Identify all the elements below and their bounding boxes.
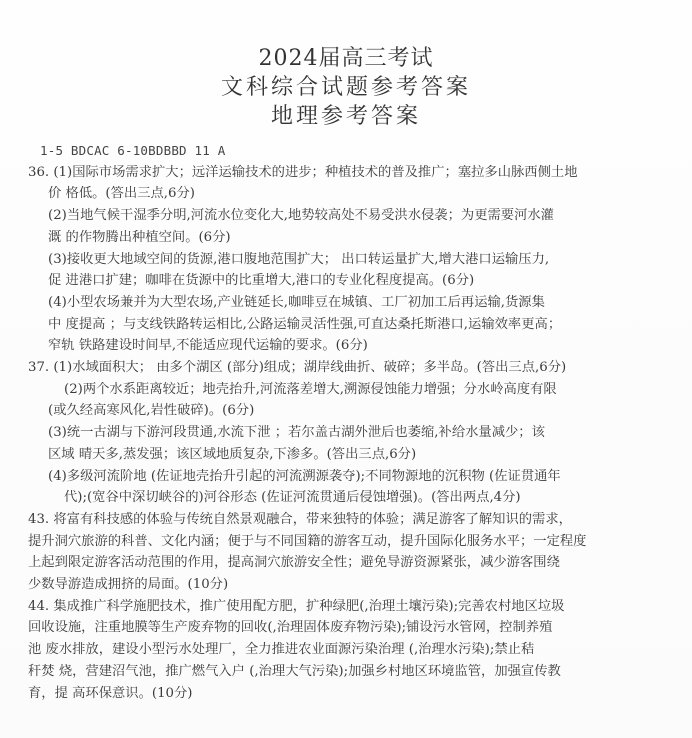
answer-line: 溉 的作物腾出种植空间。(6分) xyxy=(48,229,231,245)
answer-line: 中 度提高 ；与支线铁路转运相比,公路运输灵活性强,可直达桑托斯港口,运输效率更高； xyxy=(48,316,562,332)
answer-line: (4)小型农场兼并为大型农场,产业链延长,咖啡豆在城镇、工厂初加工后再运输,货源集 xyxy=(48,294,545,310)
document-header xyxy=(0,44,692,131)
answer-line: 上起到限定游客活动范围的作用，提高洞穴旅游安全性；避免导游资源紧张，减少游客围绕 xyxy=(28,555,560,571)
answer-line: (4)多级河流阶地 (佐证地壳抬升引起的河流溯源袭夺);不同物源地的沉积物 (佐证贯通年 xyxy=(48,468,561,484)
answer-line: 44. 集成推广科学施肥技术，推广使用配方肥，扩种绿肥(,治理土壤污染);完善农村地区垃圾 xyxy=(28,598,565,614)
answer-line: 回收设施，注重地膜等生产废弃物的回收(,治理固体废弃物污染);铺设污水管网，控制养殖 xyxy=(28,620,553,636)
answer-line: 区域 晴天多,蒸发强；该区域地质复杂,下渗多。(答出三点,6分) xyxy=(48,446,417,462)
answer-line: (3)接收更大地域空间的货源,港口腹地范围扩大； 出口转运量扩大,增大港口运输压力, xyxy=(48,251,550,267)
question-37 xyxy=(28,357,676,509)
answer-line: 池 废水排放，建设小型污水处理厂，全力推进农业面源污染治理 (,治理水污染);禁止秸 xyxy=(28,642,535,658)
answer-line: 36. (1)国际市场需求扩大；远洋运输技术的进步；种植技术的普及推广；塞拉多山脉西侧土地 xyxy=(28,164,578,180)
answer-line: 43. 将富有科技感的体验与传统自然景观融合，带来独特的体验；满足游客了解知识的需求， xyxy=(28,511,572,527)
answer-line: (3)统一古湖与下游河段贯通,水流下泄 ；若尔盖古湖外泄后也萎缩,补给水量减少；该 xyxy=(48,425,545,441)
answer-line: 秆焚 烧，营建沼气池，推广燃气入户 (,治理大气污染);加强乡村地区环境监管，加强宣传教 xyxy=(28,663,561,679)
answer-line: 价 格低。(答出三点,6分) xyxy=(48,186,195,202)
answer-line: 代);(宽谷中深切峡谷的)河谷形态 (佐证河流贯通后侵蚀增强)。(答出两点,4分) xyxy=(64,490,521,506)
question-36 xyxy=(28,162,676,357)
answer-line: (或久经高寒风化,岩性破碎)。(6分) xyxy=(48,403,255,419)
answer-line: 育，提 高环保意识。(10分) xyxy=(28,685,193,701)
answer-line: 促 进港口扩建；咖啡在货源中的比重增大,港口的专业化程度提高。(6分) xyxy=(48,273,475,289)
answer-line: (2)两个水系距离较近；地壳抬升,河流落差增大,溯源侵蚀能力增强；分水岭高度有限 xyxy=(64,381,557,397)
question-44 xyxy=(28,596,676,705)
exam-title: 2024届高三考试 xyxy=(258,46,434,71)
answer-line: 37. (1)水域面积大； 由多个湖区 (部分)组成；湖岸线曲折、破碎；多半岛。(答出三点,6分) xyxy=(28,360,567,376)
answer-line: 少数导游造成拥挤的局面。(10分) xyxy=(28,577,229,593)
multiple-choice-answers: 1-5 BDCAC 6-10BDBBD 11 A xyxy=(40,143,226,158)
answer-line: (2)当地气候干湿季分明,河流水位变化大,地势较高处不易受洪水侵袭；为更需要河水灌 xyxy=(48,208,554,224)
answer-line: 窄轨 铁路建设时间早,不能适应现代运输的要求。(6分) xyxy=(48,338,368,354)
answer-line: 提升洞穴旅游的科普、文化内涵；便于与不同国籍的游客互动，提升国际化服务水平；一定程度 xyxy=(28,533,587,549)
answer-body xyxy=(28,140,676,704)
paper-title: 文科综合试题参考答案 xyxy=(220,75,471,100)
question-43 xyxy=(28,509,676,596)
subject-title: 地理参考答案 xyxy=(270,104,421,129)
